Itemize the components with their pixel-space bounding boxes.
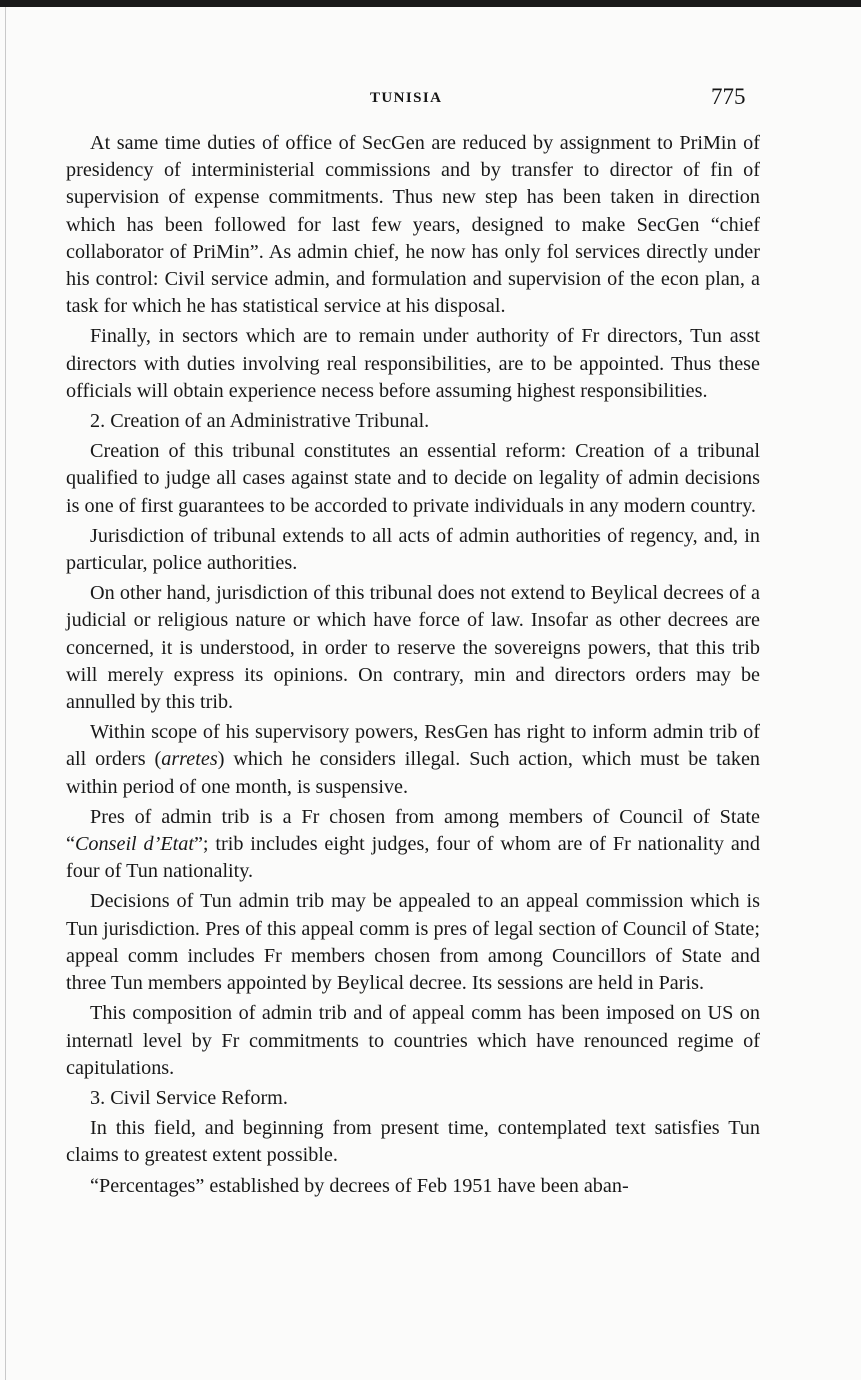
paragraph-resgen-powers [66, 719, 760, 801]
paragraph-asst-directors: Finally, in sectors which are to remain under authority of Fr directors, Tun asst directors with duties involving real responsibilities, are to be appointed. Thus these officials will obtain experience necess before assuming highest responsibilities. [66, 325, 760, 402]
paragraph-international-commitments: This composition of admin trib and of appeal comm has been imposed on US on internatl level by Fr commitments to countries which have renounced regime of capitulations. [66, 1002, 760, 1079]
running-header [0, 84, 861, 114]
section-heading-administrative-tribunal: 2. Creation of an Administrative Tribunal. [90, 410, 430, 433]
page-number: 775 [711, 84, 746, 109]
section-heading-civil-service-reform: 3. Civil Service Reform. [90, 1086, 288, 1109]
scan-top-edge [0, 0, 861, 7]
paragraph-appeal-commission: Decisions of Tun admin trib may be appealed to an appeal commission which is Tun jurisdiction. Pres of this appeal comm is pres of legal section of Council of State; appeal comm includes Fr members chosen from among Councillors of State and three Tun members appointed by Beylical decree. Its sessions are held in Paris. [66, 890, 760, 995]
italic-term-conseil-detat: Conseil d’Etat [74, 833, 194, 856]
body-text [66, 130, 760, 1200]
italic-term-arretes: arretes [161, 748, 218, 771]
running-title: TUNISIA [370, 90, 443, 106]
paragraph-percentages: “Percentages” established by decrees of Feb 1951 have been aban- [90, 1174, 629, 1197]
paragraph-secgen-duties: At same time duties of office of SecGen are reduced by assignment to PriMin of presidency of interministerial commissions and by transfer to director of fin of supervision of expense commitments. Thus new step has been taken in direction which has been followed for last few years, designed to make SecGen “chief collaborator of PriMin”. As admin chief, he now has only fol services directly under his control: Civil service admin, and formulation and supervision of the econ plan, a task for which he has statistical service at his disposal. [66, 132, 760, 318]
paragraph-jurisdiction-limits: On other hand, jurisdiction of this tribunal does not extend to Beylical decrees of a judicial or religious nature or which have force of law. Insofar as other decrees are concerned, it is understood, in order to reserve the sovereigns powers, that this trib will merely express its opinions. On contrary, min and directors orders may be annulled by this trib. [66, 582, 760, 714]
paragraph-composition-text-end: ”; trib includes eight judges, four of whom are of Fr nationality and four of Tun nationality. [66, 833, 760, 883]
paragraph-tun-claims: In this field, and beginning from present time, contemplated text satisfies Tun claims to greatest extent possible. [66, 1117, 760, 1167]
paragraph-resgen-text-start: Within scope of his supervisory powers, ResGen has right to inform admin trib of all orders ( [66, 721, 760, 771]
paragraph-resgen-text-end: ) which he considers illegal. Such action, which must be taken within period of one month, is suspensive. [66, 748, 761, 798]
paragraph-composition-text-start: Pres of admin trib is a Fr chosen from among members of Council of State “ [66, 805, 760, 856]
paragraph-tribunal-composition [66, 804, 760, 886]
scan-left-edge [5, 7, 6, 1380]
paragraph-tribunal-reform: Creation of this tribunal constitutes an essential reform: Creation of a tribunal qualified to judge all cases against state and to decide on legality of admin decisions is one of first guarantees to be accorded to private individuals in any modern country. [66, 440, 760, 517]
paragraph-tribunal-jurisdiction: Jurisdiction of tribunal extends to all acts of admin authorities of regency, and, in particular, police authorities. [66, 524, 760, 575]
